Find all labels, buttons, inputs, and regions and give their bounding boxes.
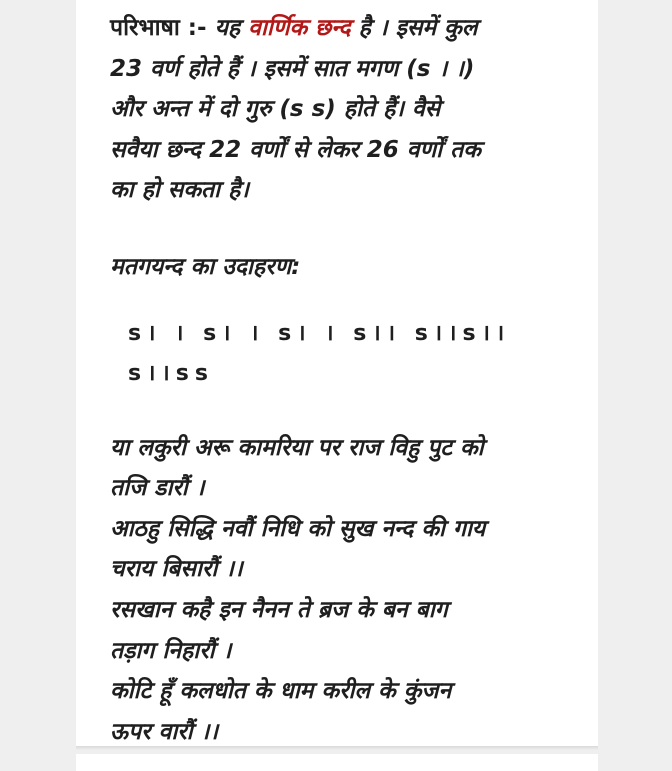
definition-line-2: 23 वर्ण होते हैं । इसमें सात मगण (s । ।) xyxy=(110,55,475,82)
definition-line-5: का हो सकता है। xyxy=(110,177,250,204)
meter-pattern-line-2: s।।ss xyxy=(128,360,214,386)
next-page-strip xyxy=(76,754,598,771)
highlighted-term: वार्णिक छन्द xyxy=(248,15,351,41)
definition-line-1 xyxy=(110,8,580,49)
poem-line: चराय बिसारौं ।। xyxy=(110,556,243,583)
poem-line: रसखान कहै इन नैनन ते ब्रज के बन बाग xyxy=(110,596,448,623)
poem-line: आठहु सिद्धि नवौं निधि को सुख नन्द की गाय xyxy=(110,515,486,542)
spacer xyxy=(110,211,580,247)
meter-pattern-line-1: s। । s। । s। । s।। s।।s।। xyxy=(128,320,511,346)
poem-line: तजि डारौं । xyxy=(110,475,205,502)
poem-line: ऊपर वारौं ।। xyxy=(110,718,219,745)
definition-line-4: सवैया छन्द 22 वर्णों से लेकर 26 वर्णों तक xyxy=(110,136,481,163)
poem-line: या लकुरी अरू कामरिया पर राज विहु पुट को xyxy=(110,434,484,461)
definition-label: परिभाषा :- xyxy=(110,15,207,41)
poem-line: तड़ाग निहारौं । xyxy=(110,637,232,664)
definition-intro: यह xyxy=(214,15,241,41)
example-heading: मतगयन्द का उदाहरण: xyxy=(110,253,301,280)
spacer xyxy=(110,288,580,314)
definition-intro-end: है । इसमें कुल xyxy=(358,15,478,41)
spacer xyxy=(110,394,580,428)
poem-line: कोटि हूँ कलधोत के धाम करील के कुंजन xyxy=(110,678,452,705)
document-content xyxy=(110,8,580,752)
definition-line-3: और अन्त में दो गुरु (s s) होते हैं। वैसे xyxy=(110,96,441,123)
